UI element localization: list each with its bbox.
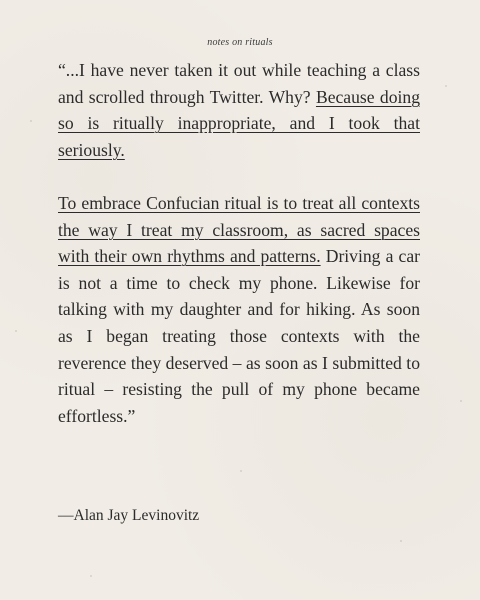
paper-speck <box>15 330 17 332</box>
paper-speck <box>90 575 92 577</box>
quote-attribution: —Alan Jay Levinovitz <box>58 507 200 524</box>
quote-text-plain: “...I have never taken it out while teaching a class and scrolled through Twitter. Why? <box>58 60 420 107</box>
page-header: notes on rituals <box>207 37 273 48</box>
quote-paragraph-1 <box>58 57 420 163</box>
paper-speck <box>30 120 32 122</box>
paper-speck <box>240 470 242 472</box>
paper-speck <box>400 540 402 542</box>
quote-text-underlined: Because doing so is ritually inappropriate, and I took that seriously. <box>58 86 420 160</box>
quote-text-plain: Driving a car is not a time to check my phone. Likewise for talking with my daughter and for hiking. As soon as I began treating those contexts with the reverence they deserved – as soon as I submitted to ritual – resisting the pull of my phone became effortless.” <box>58 246 420 426</box>
quote-text-underlined: To embrace Confucian ritual is to treat all contexts the way I treat my classroom, as sacred spaces with their own rhythms and patterns. <box>58 193 420 267</box>
paper-speck <box>445 85 447 87</box>
quote-paragraph-2 <box>58 190 420 429</box>
paper-speck <box>460 400 462 402</box>
